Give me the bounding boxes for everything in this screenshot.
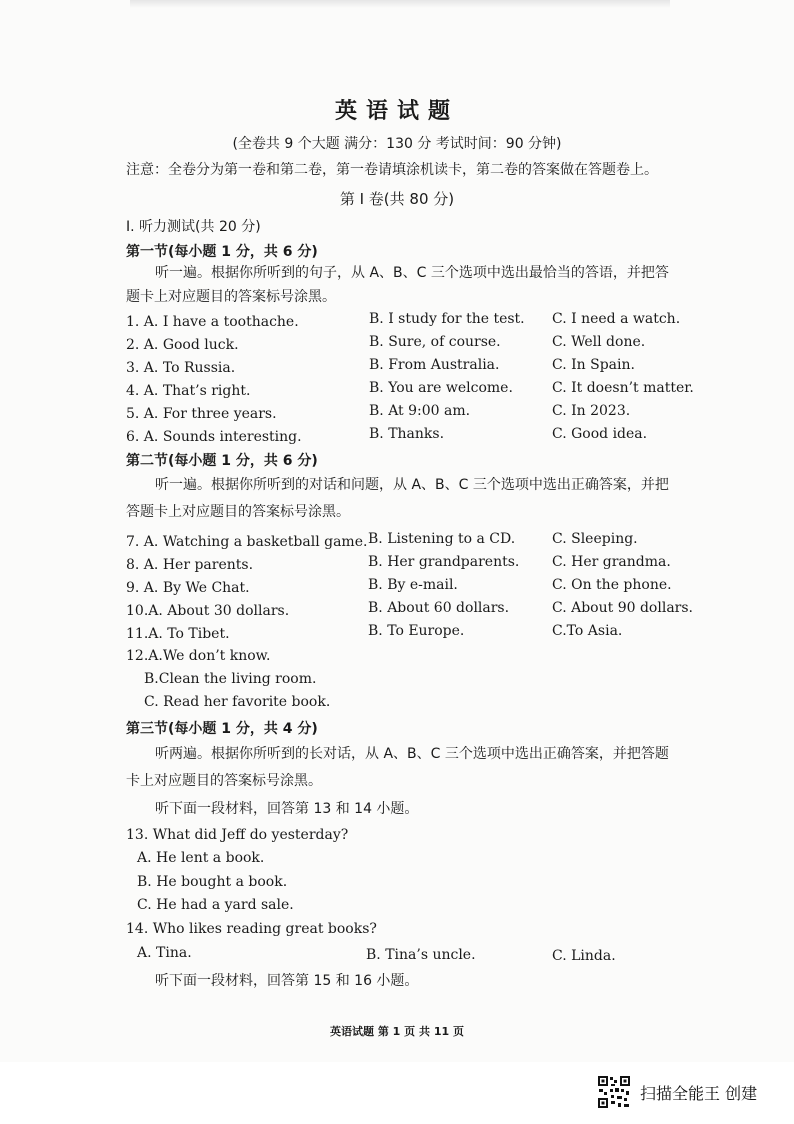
q9-option-c: C. On the phone. <box>552 577 672 593</box>
q11-option-a: 11.A. To Tibet. <box>126 626 230 642</box>
q14-option-a: A. Tina. <box>137 945 192 961</box>
page-footer: 英语试题 第 1 页 共 11 页 <box>330 1025 464 1038</box>
q8-option-b: B. Her grandparents. <box>368 554 520 570</box>
q12-option-b: B.Clean the living room. <box>144 671 317 687</box>
q10-option-a: 10.A. About 30 dollars. <box>126 603 290 619</box>
exam-notice: 注意：全卷分为第一卷和第二卷，第一卷请填涂机读卡，第二卷的答案做在答题卷上。 <box>126 162 658 178</box>
section2-instruction-line2: 答题卡上对应题目的答案标号涂黑。 <box>126 504 350 520</box>
q14-option-c: C. Linda. <box>552 948 616 964</box>
q13-stem: 13. What did Jeff do yesterday? <box>126 827 349 843</box>
section2-instruction-line1: 听一遍。根据你所听到的对话和问题，从 A、B、C 三个选项中选出正确答案，并把 <box>155 477 669 493</box>
q10-option-b: B. About 60 dollars. <box>368 600 510 616</box>
q5-option-a: 5. A. For three years. <box>126 406 277 422</box>
q13-option-a: A. He lent a book. <box>137 850 265 866</box>
section3-instruction-line2: 卡上对应题目的答案标号涂黑。 <box>126 773 322 789</box>
q2-option-c: C. Well done. <box>552 334 646 350</box>
section1-heading: 第一节(每小题 1 分，共 6 分) <box>126 244 318 260</box>
q7-option-b: B. Listening to a CD. <box>368 531 516 547</box>
q14-stem: 14. Who likes reading great books? <box>126 921 377 937</box>
q5-option-b: B. At 9:00 am. <box>369 403 471 419</box>
q14-option-b: B. Tina’s uncle. <box>366 947 476 963</box>
q5-option-c: C. In 2023. <box>552 403 631 419</box>
q4-option-c: C. It doesn’t matter. <box>552 380 694 396</box>
scan-edge-shadow <box>130 0 670 8</box>
q12-option-c: C. Read her favorite book. <box>144 694 331 710</box>
q1-option-b: B. I study for the test. <box>369 311 525 327</box>
q12-option-a: 12.A.We don’t know. <box>126 648 271 664</box>
material-note-1: 听下面一段材料，回答第 13 和 14 小题。 <box>155 801 419 817</box>
q10-option-c: C. About 90 dollars. <box>552 600 693 616</box>
q6-option-c: C. Good idea. <box>552 426 648 442</box>
section3-heading: 第三节(每小题 1 分，共 4 分) <box>126 721 318 737</box>
q2-option-b: B. Sure, of course. <box>369 334 501 350</box>
part1-heading: I. 听力测试(共 20 分) <box>126 219 261 235</box>
q13-option-b: B. He bought a book. <box>137 874 288 890</box>
material-note-2: 听下面一段材料，回答第 15 和 16 小题。 <box>155 973 419 989</box>
q11-option-c: C.To Asia. <box>552 623 623 639</box>
q2-option-a: 2. A. Good luck. <box>126 337 239 353</box>
qr-code-icon <box>597 1075 631 1109</box>
q1-option-a: 1. A. I have a toothache. <box>126 314 299 330</box>
section2-heading: 第二节(每小题 1 分，共 6 分) <box>126 453 318 469</box>
q4-option-a: 4. A. That’s right. <box>126 383 251 399</box>
q13-option-c: C. He had a yard sale. <box>137 897 294 913</box>
q6-option-b: B. Thanks. <box>369 426 445 442</box>
q4-option-b: B. You are welcome. <box>369 380 513 396</box>
volume-heading: 第 I 卷(共 80 分) <box>339 190 455 208</box>
q7-option-c: C. Sleeping. <box>552 531 638 547</box>
q6-option-a: 6. A. Sounds interesting. <box>126 429 302 445</box>
q8-option-c: C. Her grandma. <box>552 554 671 570</box>
q3-option-c: C. In Spain. <box>552 357 635 373</box>
page-title: 英语试题 <box>334 99 459 124</box>
q3-option-a: 3. A. To Russia. <box>126 360 236 376</box>
section1-instruction-line2: 题卡上对应题目的答案标号涂黑。 <box>126 289 336 305</box>
section1-instruction-line1: 听一遍。根据你所听到的句子，从 A、B、C 三个选项中选出最恰当的答语，并把答 <box>155 265 669 281</box>
q9-option-b: B. By e-mail. <box>368 577 458 593</box>
q11-option-b: B. To Europe. <box>368 623 465 639</box>
q7-option-a: 7. A. Watching a basketball game. <box>126 534 368 550</box>
exam-info: (全卷共 9 个大题 满分：130 分 考试时间：90 分钟) <box>232 136 562 152</box>
q9-option-a: 9. A. By We Chat. <box>126 580 250 596</box>
section3-instruction-line1: 听两遍。根据你所听到的长对话，从 A、B、C 三个选项中选出正确答案，并把答题 <box>155 746 669 762</box>
q3-option-b: B. From Australia. <box>369 357 500 373</box>
q8-option-a: 8. A. Her parents. <box>126 557 254 573</box>
scanner-watermark: 扫描全能王 创建 <box>640 1084 758 1103</box>
q1-option-c: C. I need a watch. <box>552 311 681 327</box>
